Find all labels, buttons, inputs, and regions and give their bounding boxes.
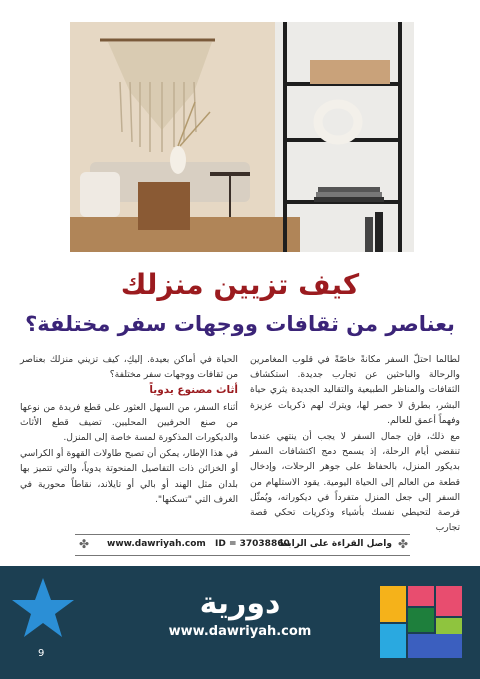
headline-line-2: بعناصر من ثقافات ووجهات سفر مختلفة؟ xyxy=(25,312,455,336)
headline-line-1: كيف تزيين منزلك xyxy=(120,268,360,301)
brand-logo: دورية xyxy=(199,586,281,621)
paragraph: لطالما احتلّ السفر مكانةً خاصّةً في قلوب المغامرين والرحالة والباحثين عن تجارب جديدة. استكشاف الثقافات والمناظر الطبيعية والتقاليد الجديدة يثري حياة البشر، بطرق لا حصر لها، ويترك لهم ذكريات عزيزة وفهماً أعمق للعالم. xyxy=(250,354,460,426)
paragraph: مع ذلك، فإن جمال السفر لا يجب أن ينتهي عندما تنقضي أيام الرحلة، إذ يسمح دمج اكتشافات السفر بديكور المنزل، بالحفاظ على جوهر الرحلات، وإدخال قطعة من العالم إلى الحياة اليومية. يقود الاستلهام من السفر إلى جعل المنزل متفرداً في ديكوراته، ويُمثّل فرصة لتحيطي نفسك بأشياء وذكريات تحكي قصة تجارب xyxy=(250,431,460,534)
link-url[interactable]: www.dawriyah.com xyxy=(107,539,206,549)
article-id: ID = 37038860 xyxy=(215,539,290,549)
continue-reading-bar xyxy=(75,534,410,556)
star-icon xyxy=(8,574,78,644)
ornament-icon: ✤ xyxy=(397,537,408,551)
continue-reading-label: واصل القراءة على الرابط xyxy=(278,539,392,549)
article-photo xyxy=(70,22,414,252)
article-column-left xyxy=(20,352,238,508)
footer-band xyxy=(0,566,480,679)
article-column-right xyxy=(250,352,460,536)
footer-url[interactable]: www.dawriyah.com xyxy=(168,624,312,639)
paragraph: الحياة في أماكن بعيدة. إليكِ، كيف تزيني منزلك بعناصر من ثقافات ووجهات سفر مختلفة؟ xyxy=(20,354,238,381)
colorful-blocks-logo xyxy=(380,586,462,658)
ornament-icon: ✤ xyxy=(79,537,90,551)
paragraph: في هذا الإطار، يمكن أن تصبح طاولات القهوة أو الكراسي أو الخزائن ذات التفاصيل المنحوتة يدوياً، والتي تتميز بها بلدان مثل الهند أو بالي أو تايلاند، نقاطاً محورية في الغرف التي "تسكنها". xyxy=(20,448,238,505)
paragraph: أثناء السفر، من السهل العثور على قطع فريدة من نوعها من صنع الحرفيين المحليين. تضيف قطع الأثاث والديكورات المذكورة لمسة خاصة إلى المنزل. xyxy=(20,401,238,444)
section-subheading: أثاث مصنوع يدوياً xyxy=(149,384,238,397)
page-number: 9 xyxy=(38,648,45,659)
